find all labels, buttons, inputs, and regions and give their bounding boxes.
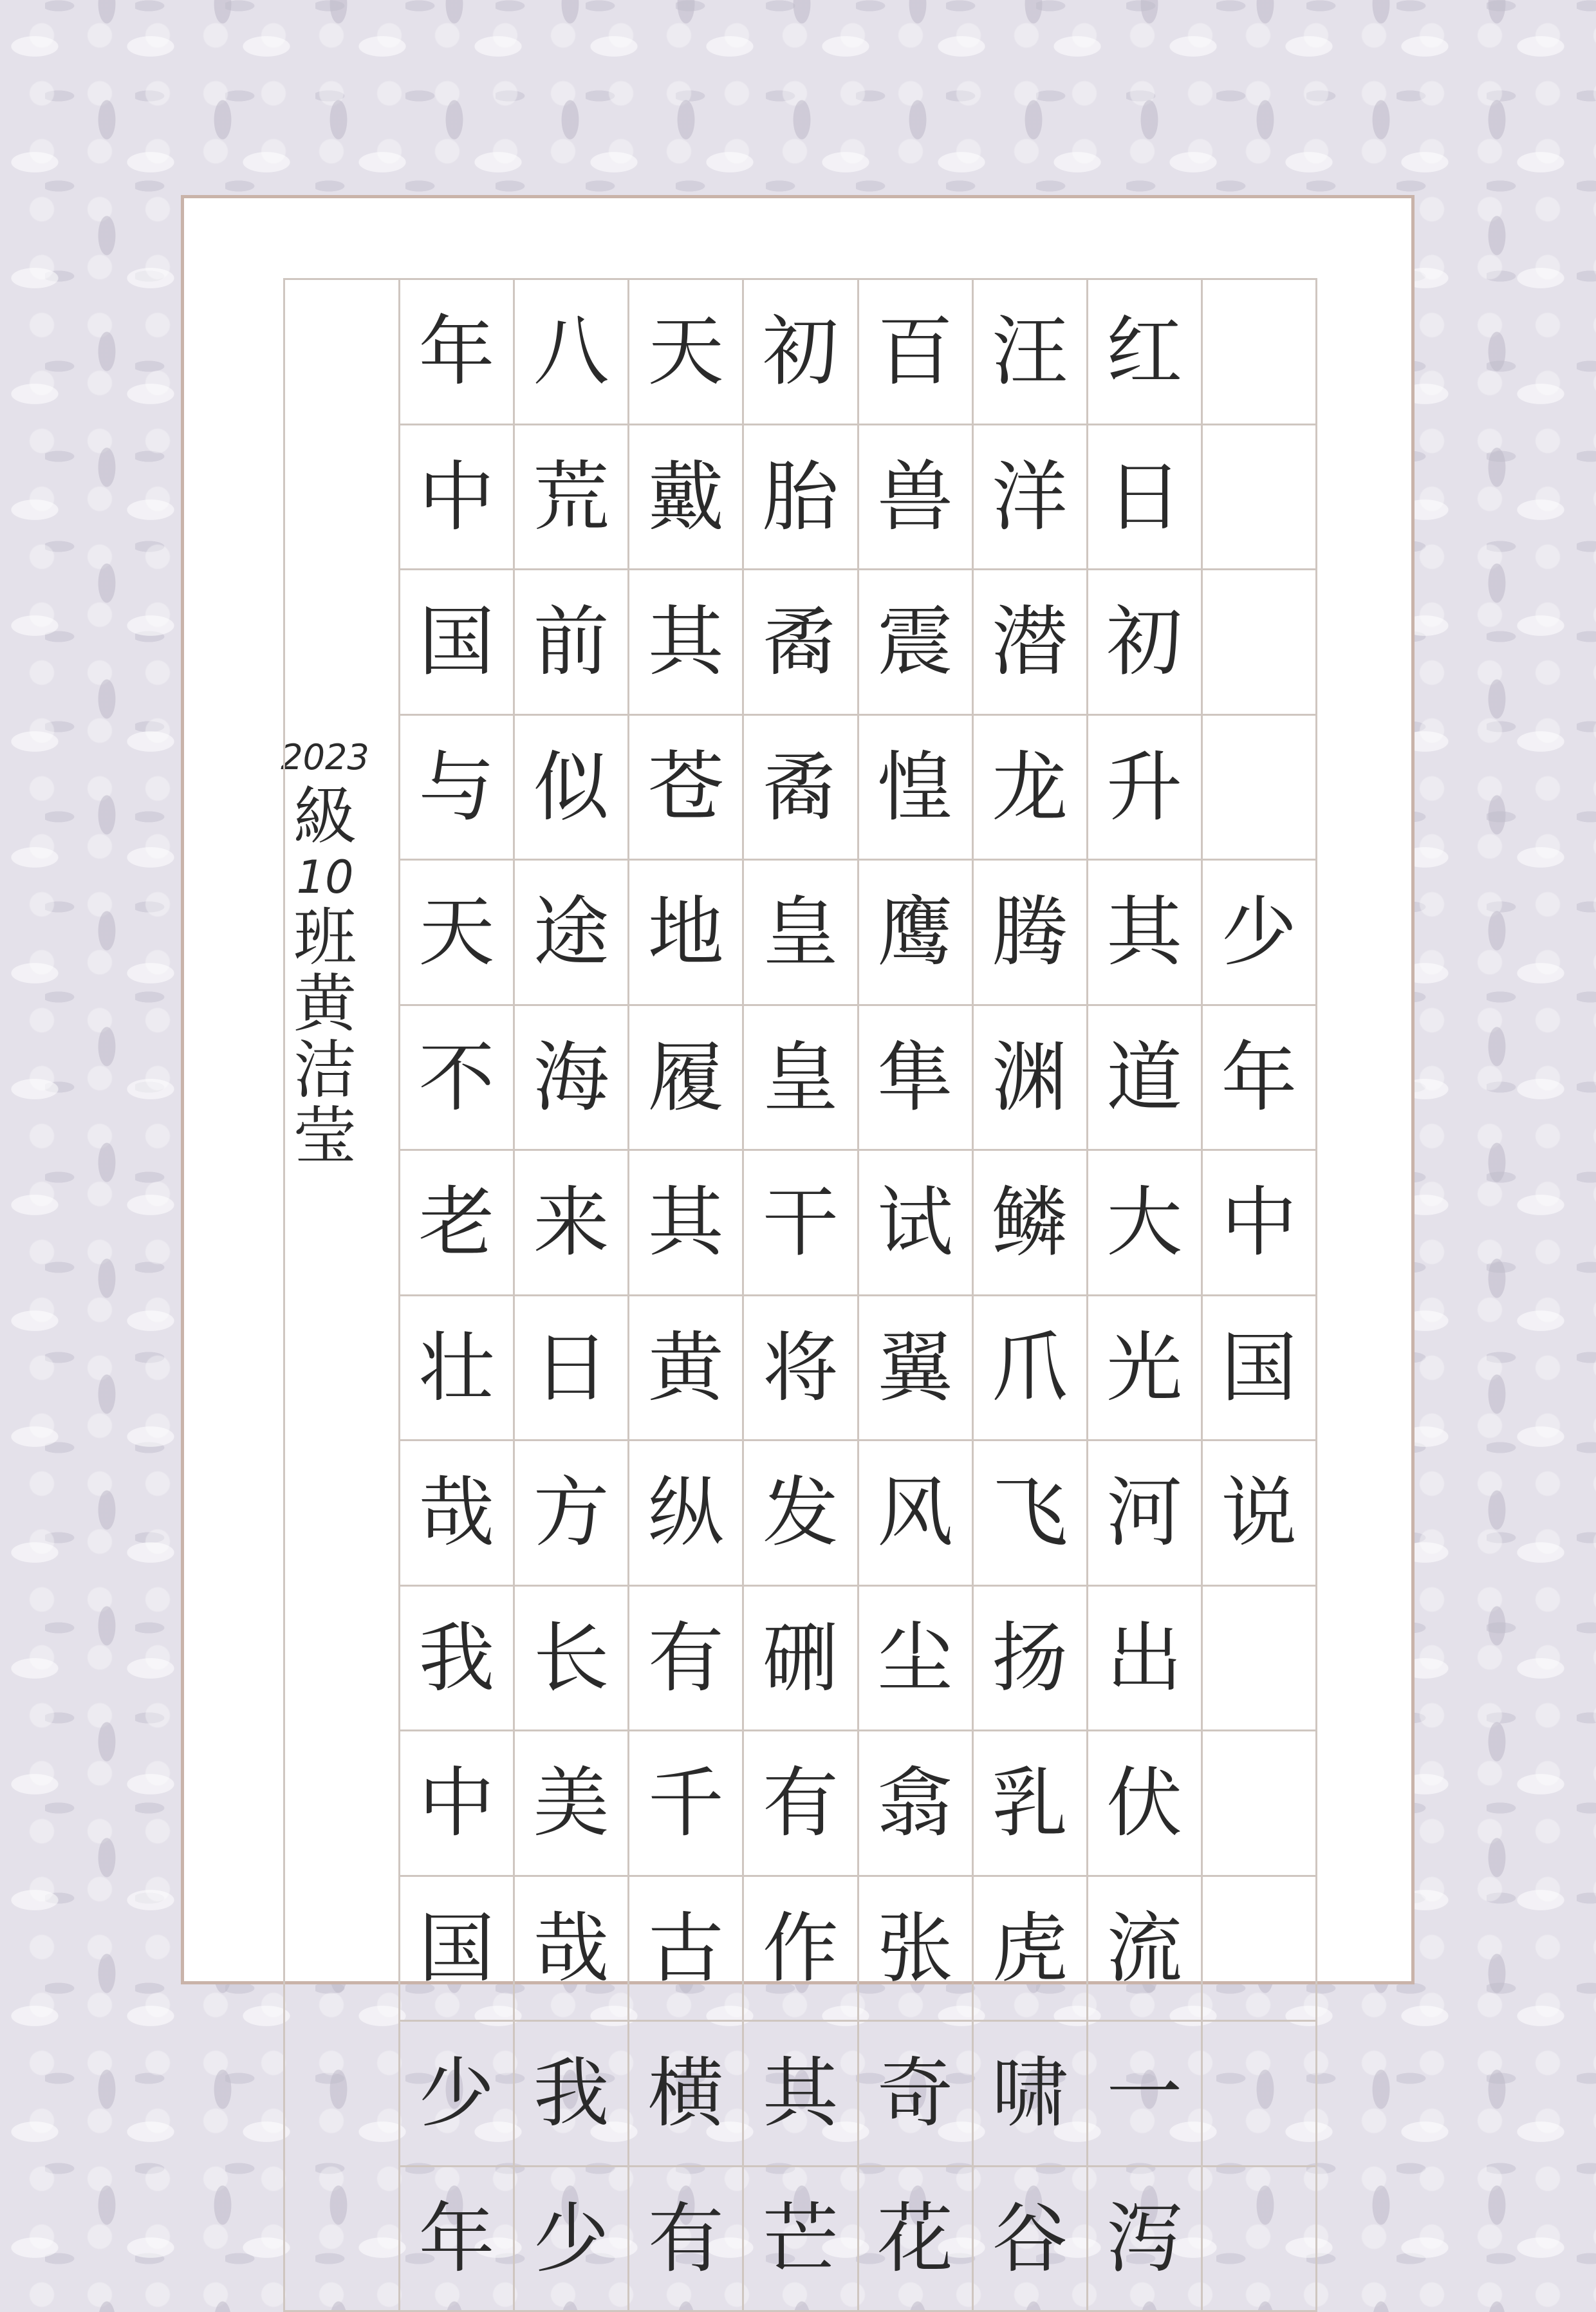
- grid-cell: 少: [1203, 861, 1317, 1006]
- grid-cell: 谷: [974, 2167, 1088, 2312]
- grid-cell: 初: [744, 280, 858, 425]
- grid-cell: 鹰: [859, 861, 974, 1006]
- grid-cell: 花: [859, 2167, 974, 2312]
- grid-cell: 横: [629, 2022, 744, 2167]
- grid-cell: 中: [400, 1731, 515, 1877]
- grid-cell: 爪: [974, 1296, 1088, 1442]
- grid-cell: 发: [744, 1441, 858, 1587]
- grid-cell: 百: [859, 280, 974, 425]
- grid-cell: 海: [515, 1006, 629, 1151]
- grid-cell: 泻: [1088, 2167, 1203, 2312]
- grid-cell: [1203, 716, 1317, 861]
- grid-cell: 国: [400, 570, 515, 716]
- grid-cell: 芒: [744, 2167, 858, 2312]
- grid-cell: 苍: [629, 716, 744, 861]
- grid-cell: [1203, 570, 1317, 716]
- grid-cell: 飞: [974, 1441, 1088, 1587]
- grid-cell: [1203, 2022, 1317, 2167]
- grid-cell: 张: [859, 1877, 974, 2022]
- grid-cell: 虎: [974, 1877, 1088, 2022]
- grid-cell: 地: [629, 861, 744, 1006]
- grid-cell: 红: [1088, 280, 1203, 425]
- grid-cell: 纵: [629, 1441, 744, 1587]
- grid-cell: 履: [629, 1006, 744, 1151]
- grid-cell: 光: [1088, 1296, 1203, 1442]
- grid-cell: 乳: [974, 1731, 1088, 1877]
- grid-cell: 有: [744, 1731, 858, 1877]
- grid-cell: 腾: [974, 861, 1088, 1006]
- grid-cell: 我: [515, 2022, 629, 2167]
- grid-cell: 黄: [629, 1296, 744, 1442]
- grid-cell: 翼: [859, 1296, 974, 1442]
- grid-cell: 初: [1088, 570, 1203, 716]
- grid-cell: 试: [859, 1151, 974, 1296]
- grid-cell: 其: [1088, 861, 1203, 1006]
- grid-cell: 其: [629, 570, 744, 716]
- grid-cell: 硎: [744, 1587, 858, 1732]
- grid-cell: 出: [1088, 1587, 1203, 1732]
- grid-cell: 说: [1203, 1441, 1317, 1587]
- grid-cell: 隼: [859, 1006, 974, 1151]
- grid-cell: 震: [859, 570, 974, 716]
- grid-cell: 其: [744, 2022, 858, 2167]
- grid-cell: [1203, 425, 1317, 571]
- grid-cell: 啸: [974, 2022, 1088, 2167]
- writing-grid-area: [283, 278, 1317, 2312]
- grid-cell: 尘: [859, 1587, 974, 1732]
- grid-cell: 我: [400, 1587, 515, 1732]
- grid-cell: 途: [515, 861, 629, 1006]
- grid-cell: 其: [629, 1151, 744, 1296]
- grid-cell: 渊: [974, 1006, 1088, 1151]
- grid-cell: 升: [1088, 716, 1203, 861]
- grid-cell: 惶: [859, 716, 974, 861]
- grid-cell: 伏: [1088, 1731, 1203, 1877]
- grid-cell: 洋: [974, 425, 1088, 571]
- grid-cell: 少: [515, 2167, 629, 2312]
- grid-cell: 皇: [744, 861, 858, 1006]
- grid-cell: 道: [1088, 1006, 1203, 1151]
- grid-cell: 天: [400, 861, 515, 1006]
- grid-cell: 一: [1088, 2022, 1203, 2167]
- grid-cell: 前: [515, 570, 629, 716]
- grid-cell: 少: [400, 2022, 515, 2167]
- grid-cell: 有: [629, 2167, 744, 2312]
- grid-cell: 年: [1203, 1006, 1317, 1151]
- grid-cell: 国: [400, 1877, 515, 2022]
- signature-year: 2023: [281, 737, 369, 778]
- grid-cell: [1203, 1877, 1317, 2022]
- signature-name-char: 莹: [293, 1104, 357, 1170]
- grid-cell: 风: [859, 1441, 974, 1587]
- grid-cell: 日: [515, 1296, 629, 1442]
- grid-cell: 中: [1203, 1151, 1317, 1296]
- grid-cell: 似: [515, 716, 629, 861]
- grid-cell: 年: [400, 280, 515, 425]
- grid-cell: 矞: [744, 570, 858, 716]
- grid-cell: 美: [515, 1731, 629, 1877]
- grid-cell: 壮: [400, 1296, 515, 1442]
- grid-cell: 汪: [974, 280, 1088, 425]
- grid-cell: 皇: [744, 1006, 858, 1151]
- grid-cell: 与: [400, 716, 515, 861]
- grid-cell: 奇: [859, 2022, 974, 2167]
- grid-cell: 来: [515, 1151, 629, 1296]
- grid-cell: 年: [400, 2167, 515, 2312]
- grid-cell: 干: [744, 1151, 858, 1296]
- grid-cell: [1203, 1731, 1317, 1877]
- grid-cell: 戴: [629, 425, 744, 571]
- grid-cell: [1203, 280, 1317, 425]
- grid-cell: [1203, 1587, 1317, 1732]
- grid-cell: 哉: [515, 1877, 629, 2022]
- signature-class-number: 10: [296, 854, 353, 902]
- signature-grade-char: 級: [293, 784, 357, 850]
- grid-cell: 方: [515, 1441, 629, 1587]
- grid-cell: 兽: [859, 425, 974, 571]
- grid-cell: 天: [629, 280, 744, 425]
- writing-grid: [398, 278, 1317, 2312]
- signature-class-char: 班: [293, 905, 357, 971]
- grid-cell: 日: [1088, 425, 1203, 571]
- grid-cell: 胎: [744, 425, 858, 571]
- grid-cell: 有: [629, 1587, 744, 1732]
- grid-cell: 作: [744, 1877, 858, 2022]
- grid-cell: 八: [515, 280, 629, 425]
- grid-cell: 中: [400, 425, 515, 571]
- grid-cell: 鳞: [974, 1151, 1088, 1296]
- grid-cell: 河: [1088, 1441, 1203, 1587]
- grid-cell: 老: [400, 1151, 515, 1296]
- grid-cell: [1203, 2167, 1317, 2312]
- signature-name-char: 黄: [293, 971, 357, 1038]
- grid-cell: 潜: [974, 570, 1088, 716]
- grid-cell: 将: [744, 1296, 858, 1442]
- signature-name-char: 洁: [293, 1038, 357, 1104]
- grid-cell: 扬: [974, 1587, 1088, 1732]
- grid-cell: 不: [400, 1006, 515, 1151]
- grid-cell: 龙: [974, 716, 1088, 861]
- grid-cell: 流: [1088, 1877, 1203, 2022]
- grid-cell: 大: [1088, 1151, 1203, 1296]
- grid-cell: 矞: [744, 716, 858, 861]
- grid-cell: 千: [629, 1731, 744, 1877]
- grid-cell: 古: [629, 1877, 744, 2022]
- grid-cell: 荒: [515, 425, 629, 571]
- grid-cell: 长: [515, 1587, 629, 1732]
- grid-cell: 国: [1203, 1296, 1317, 1442]
- signature-column-border: [283, 278, 398, 2312]
- grid-cell: 翕: [859, 1731, 974, 1877]
- grid-cell: 哉: [400, 1441, 515, 1587]
